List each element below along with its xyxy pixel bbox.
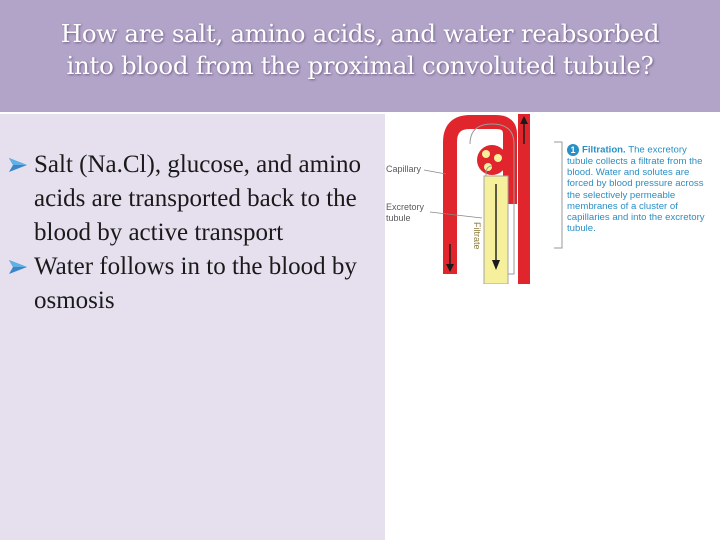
filtration-callout: [567, 144, 713, 234]
title-line-2: into blood from the proximal convoluted tubule?: [66, 51, 654, 80]
title-line-1: How are salt, amino acids, and water reabsorbed: [60, 19, 660, 48]
arrow-bullet-icon: [8, 259, 28, 275]
slide-title: [0, 18, 720, 82]
bullet-item: [8, 250, 378, 318]
arrow-bullet-icon: [8, 157, 28, 173]
callout-heading: Filtration.: [582, 144, 626, 156]
callout-body: The excretory tubule collects a filtrate from the blood. Water and solutes are forced by blood pressure across the selectively permeable membranes of a cluster of capillaries and into the excretory tubule.: [567, 144, 705, 235]
callout-bracket: [554, 142, 562, 248]
bullet-item: [8, 148, 378, 250]
bullet-text: Salt (Na.Cl), glucose, and amino acids are transported back to the blood by active transport: [34, 151, 362, 246]
bullet-list: [8, 148, 378, 318]
glomerulus: [477, 145, 507, 175]
excretory-tubule-label: Excretory tubule: [386, 202, 425, 223]
filtrate-label: Filtrate: [472, 222, 482, 250]
capillary-label: Capillary: [386, 164, 422, 174]
callout-number-badge: 1: [567, 144, 579, 156]
bullet-text: Water follows in to the blood by osmosis: [34, 253, 357, 314]
